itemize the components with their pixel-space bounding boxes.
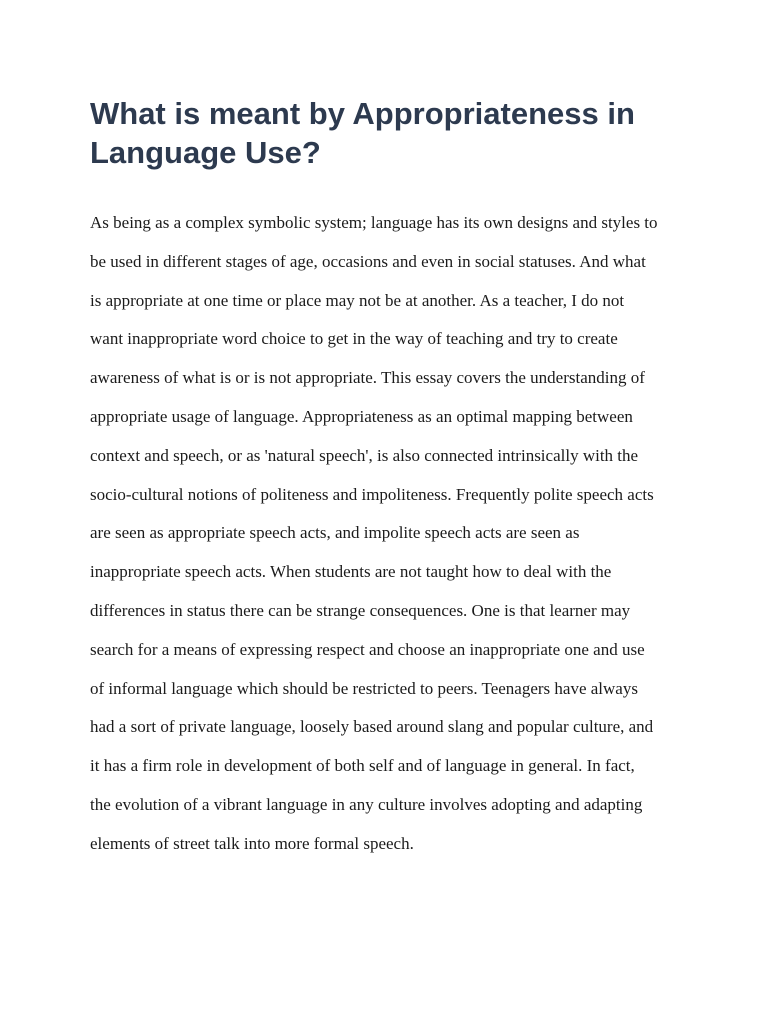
paragraph-line: awareness of what is or is not appropriate. This essay covers the understanding of xyxy=(90,368,645,388)
paragraph-line: are seen as appropriate speech acts, and impolite speech acts are seen as xyxy=(90,523,580,543)
paragraph-line: inappropriate speech acts. When students are not taught how to deal with the xyxy=(90,562,612,582)
paragraph-line: the evolution of a vibrant language in any culture involves adopting and adapting xyxy=(90,794,643,814)
document-title: What is meant by Appropriateness in Language Use? xyxy=(90,96,635,170)
paragraph-line: appropriate usage of language. Appropriateness as an optimal mapping between xyxy=(90,406,633,426)
paragraph-line: it has a firm role in development of both self and of language in general. In fact, xyxy=(90,756,635,776)
paragraph-line: differences in status there can be strange consequences. One is that learner may xyxy=(90,600,631,620)
paragraph-line: context and speech, or as 'natural speech', is also connected intrinsically with the xyxy=(90,445,639,465)
paragraph-line: is appropriate at one time or place may not be at another. As a teacher, I do not xyxy=(90,290,625,310)
document-page xyxy=(90,94,682,871)
paragraph-line: As being as a complex symbolic system; language has its own designs and styles to xyxy=(90,213,658,232)
paragraph-line: had a sort of private language, loosely based around slang and popular culture, and xyxy=(90,717,654,737)
essay-paragraph xyxy=(90,211,682,871)
paragraph-line: elements of street talk into more formal speech. xyxy=(90,833,414,853)
paragraph-line: want inappropriate word choice to get in the way of teaching and try to create xyxy=(90,329,618,349)
paragraph-line: of informal language which should be restricted to peers. Teenagers have always xyxy=(90,678,638,698)
paragraph-line: socio-cultural notions of politeness and impoliteness. Frequently polite speech acts xyxy=(90,484,654,504)
paragraph-line: be used in different stages of age, occasions and even in social statuses. And what xyxy=(90,251,646,271)
paragraph-line: search for a means of expressing respect and choose an inappropriate one and use xyxy=(90,639,645,659)
